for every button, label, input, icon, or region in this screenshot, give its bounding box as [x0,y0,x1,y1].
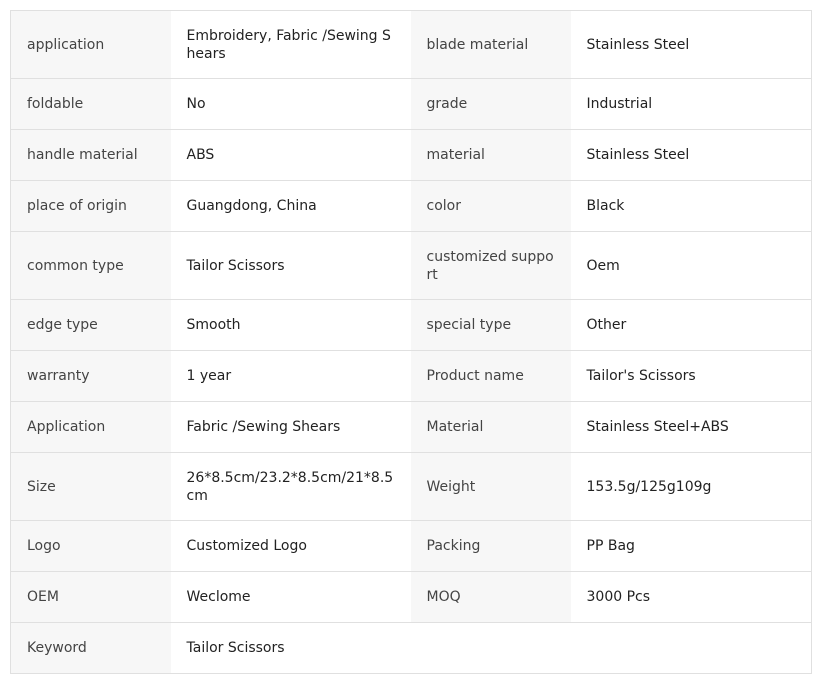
spec-label: Product name [411,351,571,402]
spec-label: warranty [11,351,171,402]
spec-value: No [171,79,411,130]
spec-label: edge type [11,300,171,351]
spec-label: Application [11,402,171,453]
spec-value: Fabric /Sewing Shears [171,402,411,453]
empty-cell [571,623,812,674]
spec-value: Stainless Steel [571,11,812,79]
spec-value: 153.5g/125g109g [571,453,812,521]
empty-cell [411,623,571,674]
spec-label: handle material [11,130,171,181]
spec-label: application [11,11,171,79]
spec-value: Tailor Scissors [171,232,411,300]
spec-value: Oem [571,232,812,300]
spec-label: Size [11,453,171,521]
spec-value: PP Bag [571,521,812,572]
table-row [11,521,812,572]
spec-value: 1 year [171,351,411,402]
table-row [11,300,812,351]
spec-label: material [411,130,571,181]
table-row [11,181,812,232]
table-row [11,402,812,453]
spec-label: Logo [11,521,171,572]
specifications-table [10,10,812,674]
spec-label: grade [411,79,571,130]
table-row [11,79,812,130]
spec-value: ABS [171,130,411,181]
spec-label: Keyword [11,623,171,674]
spec-value: Smooth [171,300,411,351]
spec-value: Tailor's Scissors [571,351,812,402]
spec-value: Guangdong, China [171,181,411,232]
spec-label: special type [411,300,571,351]
spec-label: place of origin [11,181,171,232]
spec-value: Other [571,300,812,351]
spec-value: Stainless Steel [571,130,812,181]
spec-label: color [411,181,571,232]
spec-label: foldable [11,79,171,130]
spec-label: MOQ [411,572,571,623]
table-row [11,453,812,521]
spec-label: blade material [411,11,571,79]
spec-value: Stainless Steel+ABS [571,402,812,453]
spec-value: 26*8.5cm/23.2*8.5cm/21*8.5cm [171,453,411,521]
spec-label: Weight [411,453,571,521]
spec-label: customized support [411,232,571,300]
spec-label: Packing [411,521,571,572]
spec-value: Embroidery, Fabric /Sewing Shears [171,11,411,79]
spec-value: Industrial [571,79,812,130]
table-row [11,351,812,402]
spec-value: Weclome [171,572,411,623]
table-row [11,130,812,181]
spec-value: Customized Logo [171,521,411,572]
spec-label: Material [411,402,571,453]
table-row [11,572,812,623]
spec-value: Tailor Scissors [171,623,411,674]
table-row [11,11,812,79]
table-row [11,232,812,300]
spec-label: common type [11,232,171,300]
spec-value: Black [571,181,812,232]
spec-label: OEM [11,572,171,623]
table-row [11,623,812,674]
spec-value: 3000 Pcs [571,572,812,623]
